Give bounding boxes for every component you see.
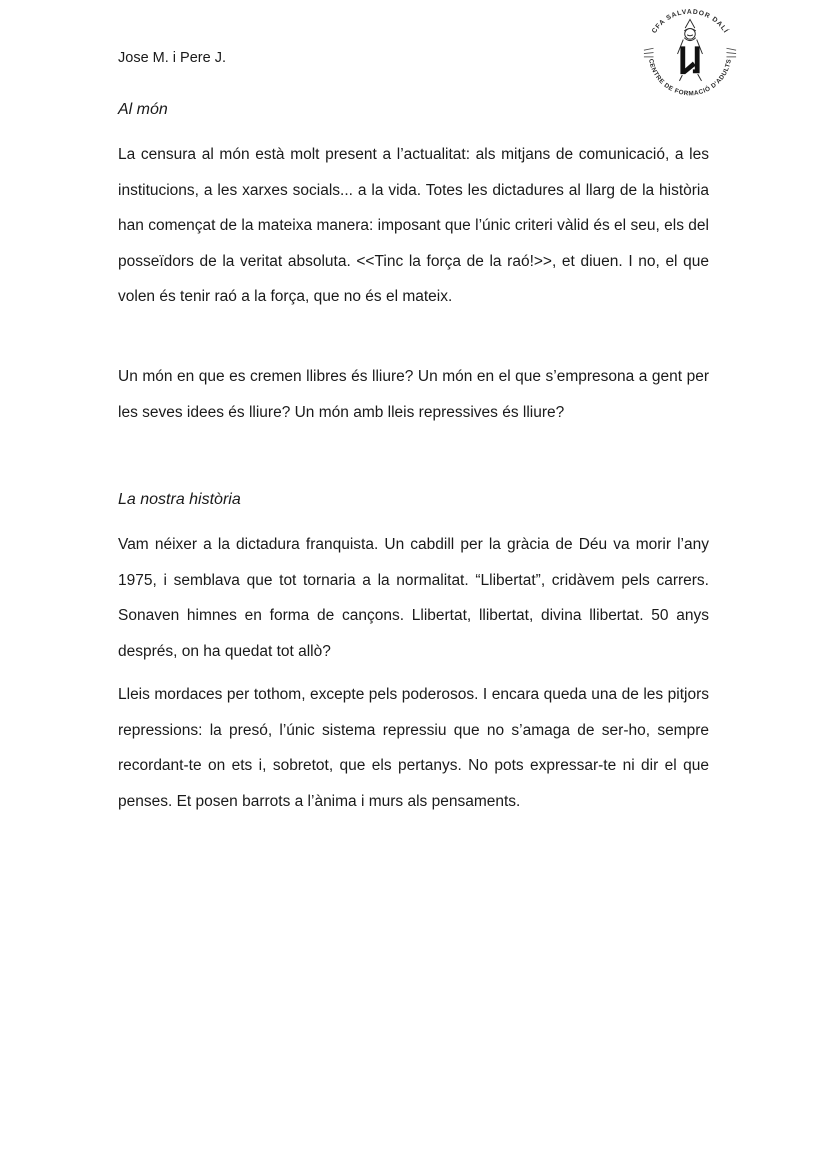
school-logo-icon [642, 6, 738, 102]
dali-figure-icon [678, 19, 703, 80]
logo-left-hatch-icon [644, 48, 654, 57]
paragraph: Vam néixer a la dictadura franquista. Un cabdill per la gràcia de Déu va morir l’any 1975, i semblava que tot tornaria a la normalitat. “Llibertat”, cridàvem pels carrers. Sonaven himnes en forma de cançons. Llibertat, llibertat, divina llibertat. 50 anys després, on ha quedat tot allò? [118, 536, 709, 660]
paragraph: Lleis mordaces per tothom, excepte pels poderosos. I encara queda una de les pitjors repressions: la presó, l’únic sistema repressiu que no s’amaga de ser-ho, sempre recordant-te on ets i, sobretot, que els pertanys. No pots expressar-te ni dir el que penses. Et posen barrots a l’ànima i murs als pensaments. [118, 686, 709, 810]
paragraph: Un món en que es cremen llibres és lliure? Un món en el que s’empresona a gent per les seves idees és lliure? Un món amb lleis repressives és lliure? [118, 368, 709, 421]
svg-text:CENTRE DE FORMACIÓ D'ADULTS [647, 58, 733, 97]
logo-svg [642, 6, 738, 102]
paragraph: La censura al món està molt present a l’actualitat: als mitjans de comunicació, a les institucions, a les xarxes socials... a la vida. Totes les dictadures al llarg de la història han començat de la mateixa manera: imposant que l’únic criteri vàlid és el seu, els del posseïdors de la veritat absoluta. <<Tinc la força de la raó!>>, et diuen. I no, el que volen és tenir raó a la força, que no és el mateix. [118, 146, 709, 306]
section-heading-la-nostra-historia: La nostra història [118, 491, 241, 508]
author-line: Jose M. i Pere J. [118, 50, 226, 66]
section-heading-al-mon: Al món [118, 101, 168, 118]
logo-top-text: CFA SALVADOR DALÍ [650, 8, 730, 35]
logo-right-hatch-icon [726, 48, 736, 57]
logo-bottom-text: CENTRE DE FORMACIÓ D'ADULTS [647, 58, 733, 98]
